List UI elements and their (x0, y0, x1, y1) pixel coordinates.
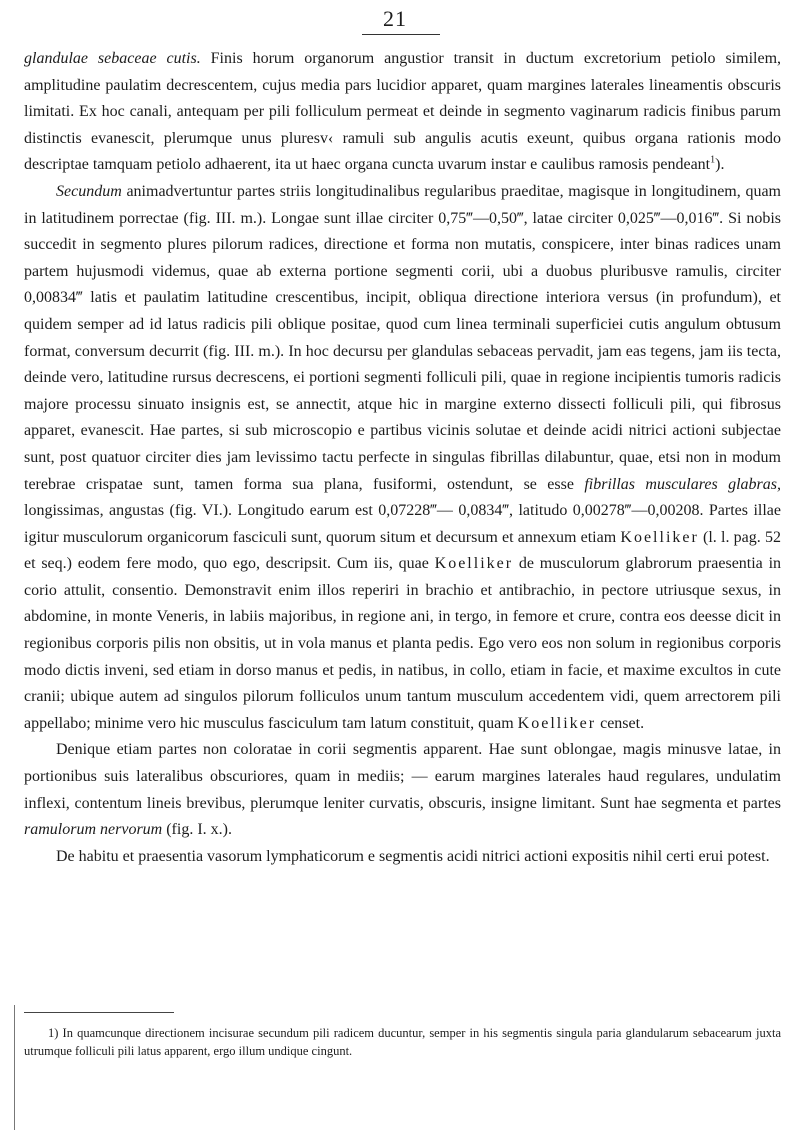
footnote (24, 1024, 781, 1060)
body-text (24, 46, 781, 870)
author-name-1: Koelliker (620, 528, 699, 546)
paragraph-1-lead: glandulae sebaceae cutis. (24, 50, 201, 67)
paragraph-4 (24, 844, 781, 871)
paragraph-3-tail: (fig. I. x.). (162, 821, 232, 839)
paragraph-1-text: Finis horum organorum angustior transit in ductum excretorium petiolo similem, amplitudine paulatim decrescentem, cujus media pars lucidior apparet, quam margines laterales lineamentis obscuris limitati. Ex hoc canali, antequam per pili folliculum permeat et deinde in segmento vaginarum radicis finibus parum distinctis evanescit, plerumque unus pluresv‹ ramuli sub angulis acutis exeunt, quibus organa rationis modo descriptae tamquam petiolo adhaerent, ita ut haec organa cuncta uvarum instar e caulibus ramosis pendeant (24, 50, 782, 174)
left-margin-line (14, 1005, 15, 1130)
paragraph-3-text: Denique etiam partes non coloratae in corii segmentis apparent. Hae sunt oblongae, magis minusve latae, in portionibus suis lateralibus obscuriores, quam in mediis; — earum margines laterales haud regulares, undulatim inflexi, contentum lineis brevibus, plerumque leniter curvatis, obscuris, insigne limitant. Sunt hae segmenta et partes (24, 741, 781, 812)
footnote-marker: 1) (48, 1026, 59, 1040)
paragraph-4-text: De habitu et praesentia vasorum lymphaticorum e segmentis acidi nitrici actioni expositis nihil certi erui potest. (56, 847, 770, 865)
paragraph-2 (24, 179, 781, 737)
paragraph-1-tail: ). (715, 156, 725, 174)
paragraph-2-text-2: longissimas, angustas (fig. VI.). Longitudo earum est 0,07228‴— 0,0834‴, latitudo 0,00278‴—0,00208. Partes illae igitur musculorum organicorum fasciculi sunt, quorum situm et decursum et annexum etiam (24, 502, 781, 546)
paragraph-2-italic-term: fibrillas musculares glabras, (584, 475, 781, 493)
paragraph-2-text-5: censet. (596, 714, 645, 732)
author-name-2: Koelliker (434, 555, 514, 573)
page-number-underline (362, 34, 440, 35)
footnote-text: In quamcunque directionem incisurae secundum pili radicem ducuntur, semper in his segmentis singula paria glandularum sebacearum juxta utrumque folliculi pili latus apparent, ergo illum undique cingunt. (24, 1026, 781, 1058)
paragraph-2-text-3: (l. l. pag. 52 et seq.) eodem fere modo, quo ego, descripsit. Cum iis, quae (24, 528, 781, 573)
paragraph-2-lead: Secundum (56, 182, 122, 200)
paragraph-2-text-4: de musculorum glabrorum praesentia in corio attulit, consentio. Demonstravit enim illos reperiri in brachio et antibrachio, in pectore utriusque sexus, in abdomine, in monte Veneris, in labiis majoribus, in regione ani, in tergo, in femore et crure, contra eos deesse dicit in regionibus corporis pilis non obsitis, ut in vola manus et planta pedis. Ego vero eos non solum in regionibus corporis modo dictis inveni, sed etiam in dorso manus et pedis, in natibus, in collo, etiam in facie, et maxime excultos in cute cranii; ubique autem ad singulos pilorum folliculos unum tantum musculum accedentem vidi, quem arrectorem pili appellabo; minime vero hic musculus fasciculum tam latum constituit, quam (24, 555, 782, 732)
footnote-reference[interactable]: 1 (710, 155, 716, 167)
footnote-separator (24, 1012, 174, 1013)
page-number: 21 (383, 6, 407, 31)
author-name-3: Koelliker (517, 714, 597, 732)
paragraph-3 (24, 737, 781, 843)
paragraph-1 (24, 46, 781, 179)
paragraph-3-italic-term: ramulorum nervorum (24, 821, 163, 839)
paragraph-2-text: animadvertuntur partes striis longitudinalibus regularibus praeditae, magisque in longitudinem, quam in latitudinem porrectae (fig. III. m.). Longae sunt illae circiter 0,75‴—0,50‴, latae circiter 0,025‴—0,016‴. Si nobis succedit in segmento plures pilorum radices, directione et forma non mutatis, conspicere, inter binas radices unam partem hujusmodi videmus, quae ab externa portione segmenti corii, ubi a duobus pluribusve ramulis, circiter 0,00834‴ latis et paulatim latitudine crescentibus, incipit, obliqua directione interiora versus (in profundum), et quidem semper ad id latus radicis pili oblique positae, quod cum linea terminali superficiei cutis angulum obtusum format, conversum decurrit (fig. III. m.). In hoc decursu per glandulas sebaceas pervadit, jam eas tegens, jam iis tecta, deinde vero, latitudine rursus decrescens, ei portioni segmenti folliculi pili, quae in regione incipientis tumoris radicis majore processu sinuato insignis est, se annectit, atque hic in margine externo dissecti folliculi pili, qui fibrosus apparet, evanescit. Hae partes, si sub microscopio e partibus vicinis solutae et deinde acidi nitrici actioni subjectae sunt, post quatuor circiter dies jam levissimo tactu perfecte in singulas fibrillas dilabuntur, quae, etsi non in modum terebrae crispatae sunt, tamen forma sua plana, fusiformi, ostendunt, se esse (24, 182, 781, 493)
footnote-1 (24, 1024, 781, 1060)
